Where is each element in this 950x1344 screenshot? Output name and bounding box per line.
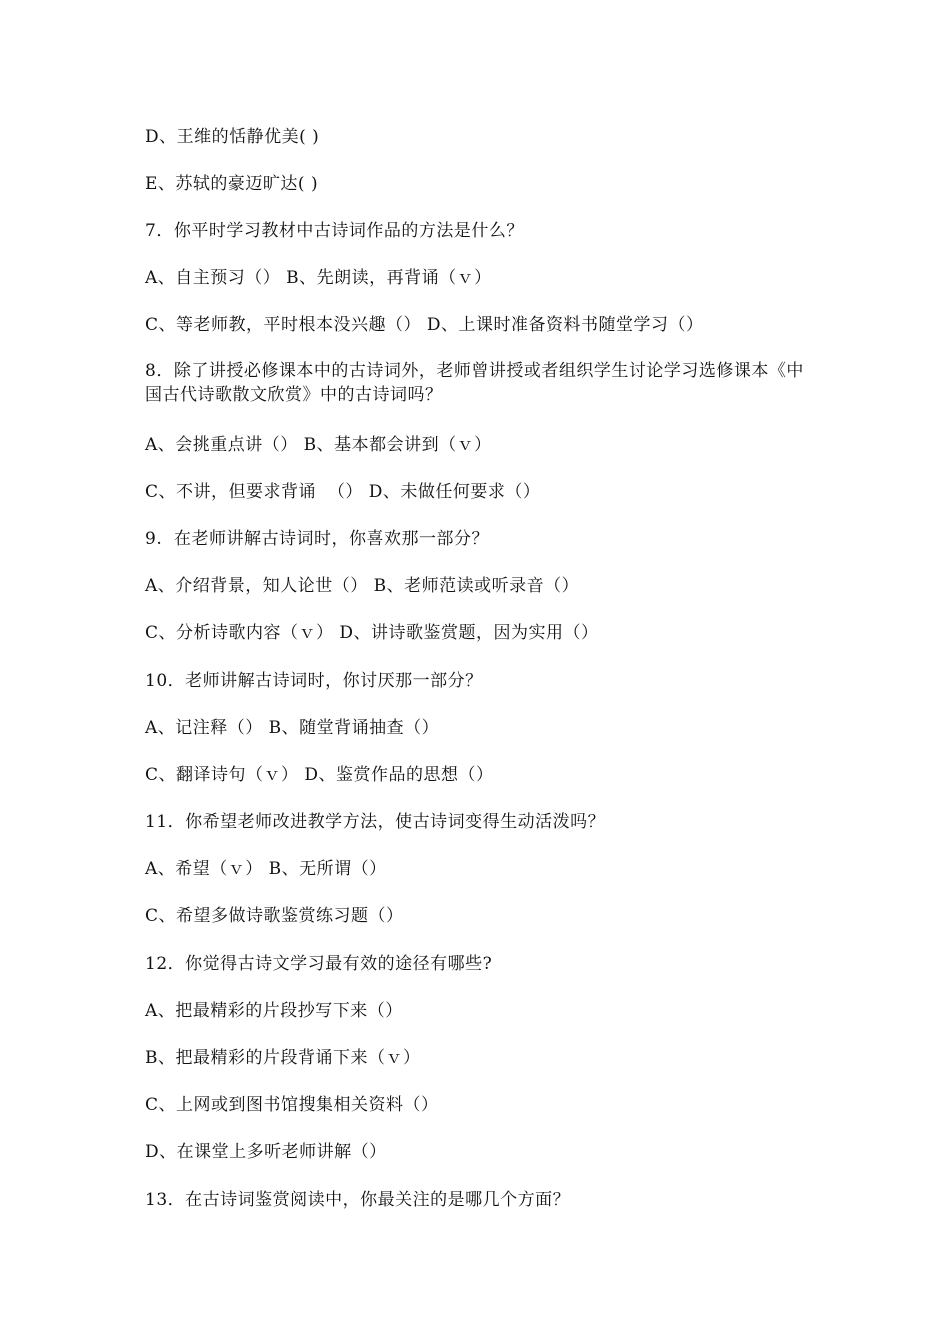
question-9-options-ab: A、介绍背景，知人论世（） B、老师范读或听录音（） — [145, 576, 580, 596]
question-10-options-ab: A、记注释（） B、随堂背诵抽查（） — [145, 718, 440, 738]
question-12-option-d: D、在课堂上多听老师讲解（） — [145, 1142, 387, 1162]
question-12-option-b: B、把最精彩的片段背诵下来（ｖ） — [145, 1048, 421, 1068]
question-8-options-cd: C、不讲，但要求背诵 （） D、未做任何要求（） — [145, 482, 541, 502]
question-13: 13．在古诗词鉴赏阅读中，你最关注的是哪几个方面？ — [145, 1190, 571, 1210]
question-10: 10．老师讲解古诗词时，你讨厌那一部分？ — [145, 671, 483, 691]
question-7-options-ab: A、自主预习（） B、先朗读，再背诵（ｖ） — [145, 268, 492, 288]
option-line-e: E、苏轼的豪迈旷达( ) — [145, 174, 319, 194]
question-11: 11．你希望老师改进教学方法，使古诗词变得生动活泼吗？ — [145, 812, 606, 832]
question-11-option-c: C、希望多做诗歌鉴赏练习题（） — [145, 906, 404, 926]
question-12-option-c: C、上网或到图书馆搜集相关资料（） — [145, 1095, 439, 1115]
question-10-options-cd: C、翻译诗句（ｖ） D、鉴赏作品的思想（） — [145, 765, 494, 785]
question-8: 8．除了讲授必修课本中的古诗词外，老师曾讲授或者组织学生讨论学习选修课本《中国古代诗歌散文欣赏》中的古诗词吗？ — [145, 361, 804, 405]
document-page — [145, 0, 845, 1344]
option-line-d: D、王维的恬静优美( ) — [145, 127, 320, 147]
question-9: 9. 在老师讲解古诗词时，你喜欢那一部分？ — [145, 529, 490, 549]
question-12-option-a: A、把最精彩的片段抄写下来（） — [145, 1001, 403, 1021]
question-9-options-cd: C、分析诗歌内容（ｖ） D、讲诗歌鉴赏题，因为实用（） — [145, 623, 599, 643]
question-7-options-cd: C、等老师教，平时根本没兴趣（） D、上课时准备资料书随堂学习（） — [145, 315, 704, 335]
question-7: 7．你平时学习教材中古诗词作品的方法是什么？ — [145, 221, 524, 241]
question-8-options-ab: A、会挑重点讲（） B、基本都会讲到（ｖ） — [145, 435, 492, 455]
question-12: 12．你觉得古诗文学习最有效的途径有哪些? — [145, 954, 493, 974]
question-11-options-ab: A、希望（ｖ） B、无所谓（） — [145, 859, 387, 879]
